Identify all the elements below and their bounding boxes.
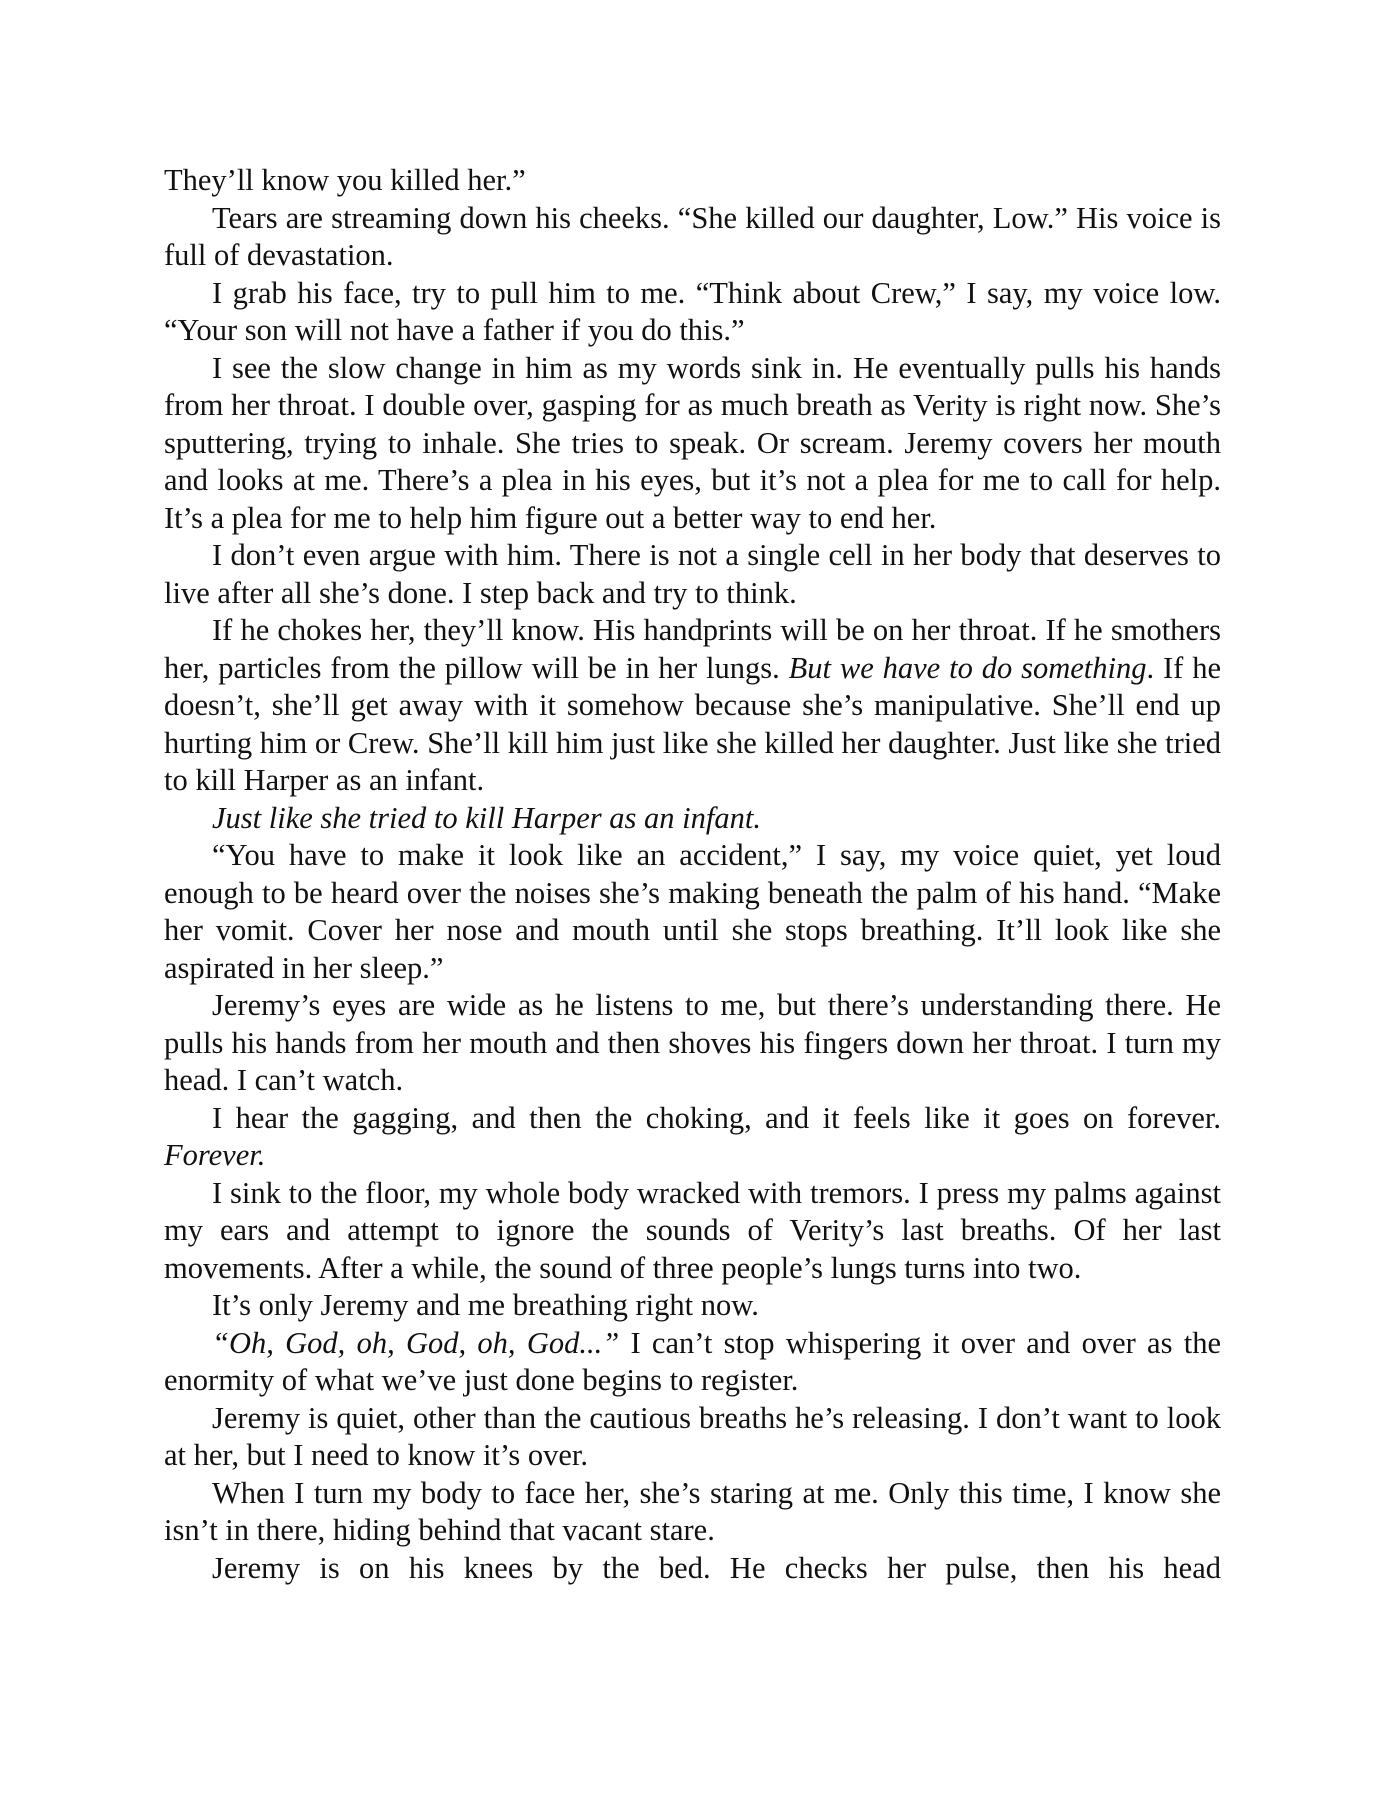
text-segment: If he chokes her, they’ll know. His handprints will be on her throat. If he smothers her, particles from the pillow will be in her lungs.	[164, 613, 1221, 685]
paragraph	[164, 987, 1221, 1100]
paragraph	[164, 1550, 1221, 1588]
paragraph	[164, 1325, 1221, 1400]
text-segment: It’s only Jeremy and me breathing right now.	[212, 1288, 759, 1322]
text-segment: I don’t even argue with him. There is not a single cell in her body that deserves to live after all she’s done. I step back and try to think.	[164, 538, 1221, 610]
text-segment: I grab his face, try to pull him to me. “Think about Crew,” I say, my voice low. “Your son will not have a father if you do this.”	[164, 275, 1221, 347]
text-segment: Tears are streaming down his cheeks. “She killed our daughter, Low.” His voice is full of devastation.	[164, 200, 1221, 272]
text-segment: I sink to the floor, my whole body wracked with tremors. I press my palms against my ears and attempt to ignore the sounds of Verity’s last breaths. Of her last movements. After a while, the sound of three people’s lungs turns into two.	[164, 1175, 1221, 1285]
paragraph	[164, 537, 1221, 612]
text-segment: I see the slow change in him as my words sink in. He eventually pulls his hands from her throat. I double over, gasping for as much breath as Verity is right now. She’s sputtering, trying to inhale. She tries to speak. Or scream. Jeremy covers her mouth and looks at me. There’s a plea in his eyes, but it’s not a plea for me to call for help. It’s a plea for me to help him figure out a better way to end her.	[164, 350, 1221, 535]
paragraph	[164, 837, 1221, 987]
paragraph	[164, 350, 1221, 538]
text-segment: They’ll know you killed her.”	[164, 163, 526, 197]
text-segment: Jeremy’s eyes are wide as he listens to me, but there’s understanding there. He pulls his hands from her mouth and then shoves his fingers down her throat. I turn my head. I can’t watch.	[164, 988, 1221, 1097]
paragraph	[164, 800, 1221, 838]
body-text	[164, 162, 1221, 1587]
italic-text-segment: But we have to do something	[788, 650, 1147, 685]
paragraph	[164, 162, 1221, 200]
italic-text-segment: Forever.	[164, 1138, 266, 1172]
italic-text-segment: “Oh, God, oh, God, oh, God...”	[212, 1325, 620, 1360]
text-segment: . If he doesn’t, she’ll get away with it somehow because she’s manipulative. She’ll end up hurting him or Crew. She’ll kill him just like she killed her daughter. Just like she tried to kill Harper as an infant.	[164, 650, 1221, 797]
paragraph	[164, 1175, 1221, 1288]
text-segment: I can’t stop whispering it over and over as the enormity of what we’ve just done begins to register.	[164, 1325, 1222, 1397]
paragraph	[164, 1475, 1221, 1550]
text-segment: I hear the gagging, and then the choking, and it feels like it goes on forever.	[212, 1100, 1221, 1135]
paragraph	[164, 275, 1221, 350]
text-segment: Jeremy is quiet, other than the cautious breaths he’s releasing. I don’t want to look at her, but I need to know it’s over.	[164, 1400, 1221, 1472]
paragraph	[164, 1100, 1221, 1175]
text-segment: “You have to make it look like an accident,” I say, my voice quiet, yet loud enough to be heard over the noises she’s making beneath the palm of his hand. “Make her vomit. Cover her nose and mouth until she stops breathing. It’ll look like she aspirated in her sleep.”	[164, 838, 1221, 985]
paragraph	[164, 1287, 1221, 1325]
text-segment: When I turn my body to face her, she’s staring at me. Only this time, I know she isn’t in there, hiding behind that vacant stare.	[164, 1475, 1221, 1547]
paragraph	[164, 612, 1221, 800]
paragraph	[164, 1400, 1221, 1475]
paragraph	[164, 200, 1221, 275]
text-segment: Jeremy is on his knees by the bed. He checks her pulse, then his head	[212, 1550, 1221, 1585]
italic-text-segment: Just like she tried to kill Harper as an infant.	[212, 800, 761, 835]
